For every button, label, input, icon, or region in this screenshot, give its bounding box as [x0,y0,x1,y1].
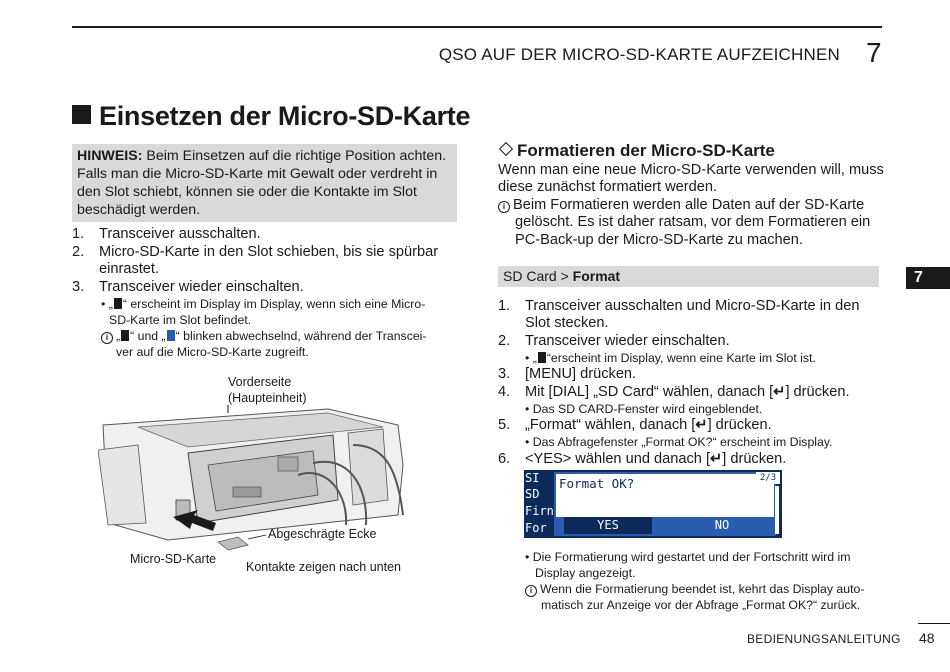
info-icon: i [101,332,113,344]
lcd-arrow-icon: ▶ [763,488,770,498]
lcd-yes-button[interactable]: YES [564,517,652,534]
header-rule [72,26,882,28]
after-bullet-1: • Die Formatierung wird gestartet und der Fortschritt wird im [525,550,851,564]
menu-path-text: SD Card > [503,268,573,284]
sd-card-icon [538,352,546,363]
info-text: Beim Formatieren werden alle Daten auf der SD-Karte [513,197,865,213]
step-text-b: ] drücken. [785,384,850,400]
figure-label-front: Vorderseite [228,375,292,389]
sd-card-icon [121,330,129,341]
info-prefix: „ [116,329,121,343]
step-text [525,451,786,469]
step-5 [498,417,772,435]
step-text: Transceiver ausschalten und Micro-SD-Karte in den [525,298,860,314]
section-title [72,101,470,132]
step-text: [MENU] drücken. [525,366,637,382]
enter-key-icon: ↵ [710,451,723,467]
intro-line-1: Wenn man eine neue Micro-SD-Karte verwenden will, muss [498,162,884,178]
step-number: 3. [72,279,85,295]
info-mid: “ und „ [130,329,166,343]
step-number: 6. [498,451,511,467]
footer-label: BEDIENUNGSANLEITUNG [747,632,901,646]
lcd-scrollbar [775,486,779,534]
left-bullet-1 [101,296,425,312]
step-text: Transceiver wieder einschalten. [525,333,730,349]
left-bullet-1-cont: SD-Karte im Slot befindet. [109,313,252,327]
info-text: “ blinken abwechselnd, während der Transcei- [175,329,427,343]
bullet-prefix: • „ [525,351,537,365]
footer-rule [918,623,950,624]
left-info-1-cont: ver auf die Micro-SD-Karte zugreift. [116,345,309,359]
step-6 [498,451,787,469]
chapter-title: QSO AUF DER MICRO-SD-KARTE AUFZEICHNEN [438,45,840,64]
info-line-2: gelöscht. Es ist daher ratsam, vor dem Formatieren ein [515,214,871,230]
step-text-a: „Format“ wählen, danach [ [525,417,696,433]
diamond-icon [499,142,513,156]
step-text-cont: einrastet. [99,261,160,277]
step-3 [498,366,637,384]
step-number: 1. [498,298,511,314]
enter-key-icon: ↵ [773,384,786,400]
bullet-text: “erscheint im Display, wenn eine Karte im Slot ist. [546,351,816,365]
lcd-page-indicator: 2/3 [756,472,780,484]
menu-path-bold: Format [572,268,621,284]
lcd-button-bar [556,517,774,534]
lcd-dialog-title: Format OK? [559,476,635,491]
step-text-b: ] drücken. [722,451,787,467]
note-text: Beim Einsetzen auf die richtige Position achten. Falls man die Micro-SD-Karte mit Gewalt oder verdreht in den Slot schiebt, können sie oder die Kontakte im Slot beschädigt werden. [77,148,447,218]
step-3 [72,279,304,297]
figure-label-corner: Abgeschrägte Ecke [268,527,377,541]
section-square-icon [72,105,91,124]
step-text-b: ] drücken. [707,417,772,433]
lcd-dialog [554,472,776,536]
info-icon: i [525,585,537,597]
step-number: 3. [498,366,511,382]
step-text-cont: Slot stecken. [525,315,609,331]
sd-card-access-icon [167,330,175,341]
step-2 [72,244,439,277]
bullet-prefix: • „ [101,297,113,311]
left-info-1 [101,328,427,344]
step-text: Transceiver ausschalten. [99,226,261,242]
info-line-1 [498,197,864,215]
enter-key-icon: ↵ [695,417,708,433]
step-2-bullet [525,350,816,366]
step-text [525,417,772,435]
note-label: HINWEIS: [77,148,143,164]
after-info-1-cont: matisch zur Anzeige vor der Abfrage „Format OK?“ zurück. [541,598,861,612]
lcd-side-label-firm: Firn [525,504,554,518]
info-icon: i [498,201,510,213]
lcd-side-label-top: SI [525,471,540,485]
page-number: 48 [919,630,935,646]
chapter-number: 7 [866,37,882,68]
bullet-text: “ erscheint im Display im Display, wenn sich eine Micro- [122,297,426,311]
after-info-1 [525,581,864,597]
lcd-side-label-format: For [525,521,547,535]
subsection-title-text: Formatieren der Micro-SD-Karte [517,141,775,160]
lcd-side-label-sd: SD [525,487,540,501]
after-bullet-1-cont: Display angezeigt. [535,566,636,580]
step-number: 5. [498,417,511,433]
step-4-bullet: • Das SD CARD-Fenster wird eingeblendet. [525,402,763,416]
warning-note [72,144,457,222]
figure-label-card: Micro-SD-Karte [130,552,217,566]
subsection-title [498,141,775,161]
info-line-3: PC-Back-up der Micro-SD-Karte zu machen. [515,232,803,248]
step-text: Micro-SD-Karte in den Slot schieben, bis sie spürbar [99,244,439,260]
step-5-bullet: • Das Abfragefenster „Format OK?“ erscheint im Display. [525,435,833,449]
section-title-text: Einsetzen der Micro-SD-Karte [99,101,471,131]
step-text-a: Mit [DIAL] „SD Card“ wählen, danach [ [525,384,774,400]
step-1 [72,226,261,244]
figure-label-front-sub: (Haupteinheit) [228,391,307,405]
intro-line-2: diese zunächst formatiert werden. [498,179,718,195]
chapter-side-tab: 7 [906,267,950,289]
step-number: 4. [498,384,511,400]
step-1 [498,298,860,331]
step-number: 1. [72,226,85,242]
lcd-no-button[interactable]: NO [714,518,730,532]
menu-path [498,266,879,287]
lcd-arrow-icon: ▶ [763,505,770,515]
step-text-a: <YES> wählen und danach [ [525,451,710,467]
step-number: 2. [498,333,511,349]
sd-card-icon [114,298,122,309]
step-text [525,384,850,402]
step-2 [498,333,730,351]
info-text: Wenn die Formatierung beendet ist, kehrt das Display auto- [540,582,865,596]
figure-label-contacts: Kontakte zeigen nach unten [246,560,401,574]
step-text: Transceiver wieder einschalten. [99,279,304,295]
step-number: 2. [72,244,85,260]
lcd-display [524,470,782,538]
step-4 [498,384,850,402]
